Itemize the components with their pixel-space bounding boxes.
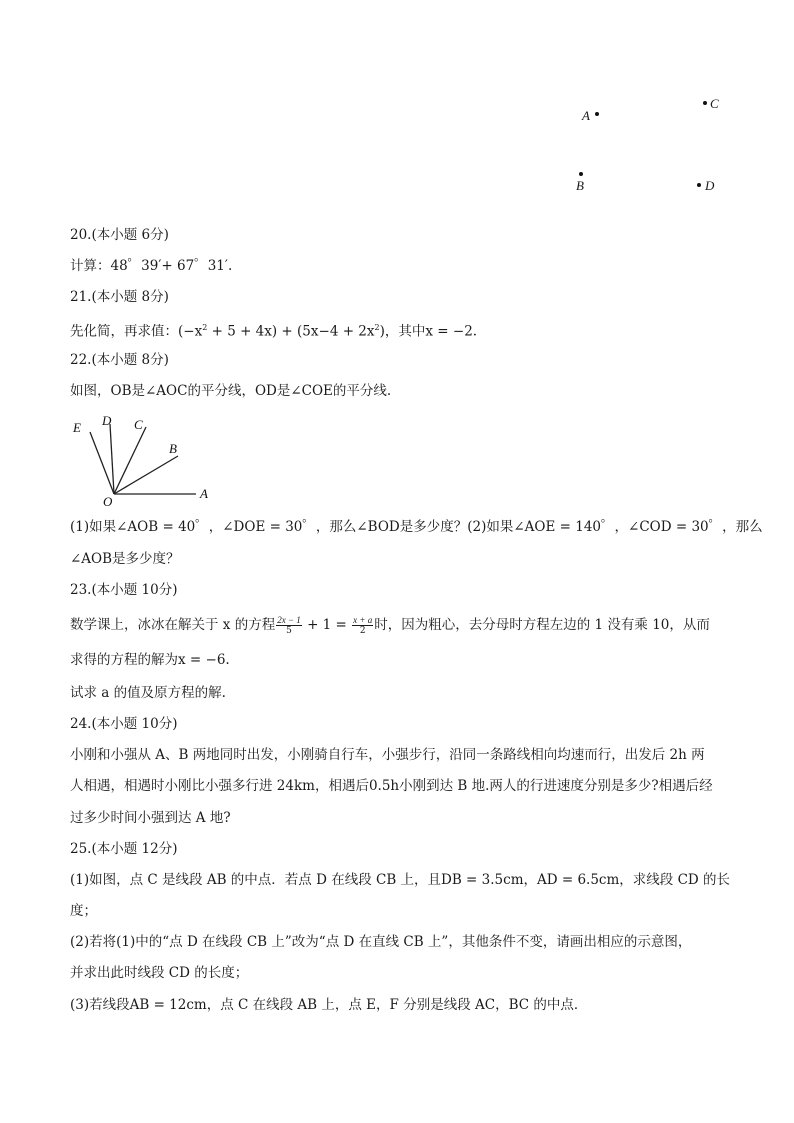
q24-header: 24.(本小题 10分) (70, 716, 178, 732)
q23-line1 (70, 613, 710, 637)
point-label-c: C (710, 96, 719, 111)
q22-text: 如图，OB是∠AOC的平分线，OD是∠COE的平分线. (70, 383, 392, 399)
q24-line3: 过多少时间小强到达 A 地? (70, 810, 231, 826)
point-dot-d (697, 183, 701, 187)
q23-fraction-2 (352, 615, 373, 636)
q25-line2: 度； (70, 903, 97, 919)
point-dot-a (595, 112, 599, 116)
fig-label-b: B (169, 441, 177, 456)
q21-suffix: )，其中x = −2. (379, 323, 478, 340)
q20-header: 20.(本小题 6分) (70, 227, 169, 243)
point-label-a: A (582, 108, 590, 123)
q22-line2: ∠AOB是多少度？ (70, 551, 180, 567)
q24-line1: 小刚和小强从 A、B 两地同时出发，小刚骑自行车，小强步行，沿同一条路线相向均速而行，出发后 2h 两 (70, 747, 705, 763)
q25-line5: (3)若线段AB = 12cm，点 C 在线段 AB 上，点 E，F 分别是线段 AC，BC 的中点． (70, 997, 588, 1013)
q23-header: 23.(本小题 10分) (70, 582, 178, 598)
q23-frac1-num: 2x − 1 (277, 615, 301, 625)
point-dot-b (579, 172, 583, 176)
q21-exp-1: 2 (202, 323, 208, 332)
q23-part2: 时，因为粗心，去分母时方程左边的 1 没有乘 10，从而 (374, 617, 710, 633)
q22-header: 22.(本小题 8分) (70, 352, 169, 368)
q21-mid: + 5 + 4x) + (5x−4 + 2x (207, 323, 375, 340)
point-dot-c (703, 101, 707, 105)
q21-text (70, 318, 477, 342)
q23-frac1-den: 5 (286, 626, 292, 636)
q23-line2: 求得的方程的解为x = −6. (70, 652, 230, 668)
point-label-b: B (576, 178, 584, 193)
q20-text: 计算：48゜39′+ 67゜31′. (70, 258, 233, 274)
q25-line3: (2)若将(1)中的“点 D 在线段 CB 上”改为“点 D 在直线 CB 上”，其他条件不变，请画出相应的示意图， (70, 934, 692, 950)
q21-header: 21.(本小题 8分) (70, 289, 169, 305)
fig-label-a: A (200, 486, 208, 501)
fig-label-o: O (103, 494, 113, 507)
q23-frac2-num: x + a (353, 615, 373, 625)
fig-label-e: E (73, 420, 81, 435)
fig-label-c: C (134, 417, 143, 432)
q21-exp-2: 2 (374, 323, 380, 332)
q22-line1: (1)如果∠AOB = 40゜，∠DOE = 30゜，那么∠BOD是多少度？(2)如果∠AOE = 140゜，∠COD = 30゜，那么 (70, 519, 763, 535)
q24-line2: 人相遇，相遇时小刚比小强多行进 24km，相遇后0.5h小刚到达 B 地.两人的行进速度分别是多少?相遇后经 (70, 778, 713, 794)
q21-prefix: 先化简，再求值：(−x (70, 323, 203, 340)
q25-line1: (1)如图，点 C 是线段 AB 的中点．若点 D 在线段 CB 上，且DB = 3.5cm，AD = 6.5cm，求线段 CD 的长 (70, 872, 731, 888)
q25-header: 25.(本小题 12分) (70, 841, 178, 857)
q23-frac2-den: 2 (359, 626, 366, 636)
q23-part1: 数学课上，冰冰在解关于 x 的方程 (70, 617, 276, 633)
q23-fraction-1 (276, 615, 302, 636)
point-label-d: D (705, 178, 715, 193)
q25-line4: 并求出此时线段 CD 的长度； (70, 965, 249, 981)
angle-figure (70, 412, 230, 507)
q23-line3: 试求 a 的值及原方程的解. (70, 685, 226, 701)
q23-mid: + 1 = (302, 617, 352, 633)
fig-label-d: D (102, 413, 112, 428)
